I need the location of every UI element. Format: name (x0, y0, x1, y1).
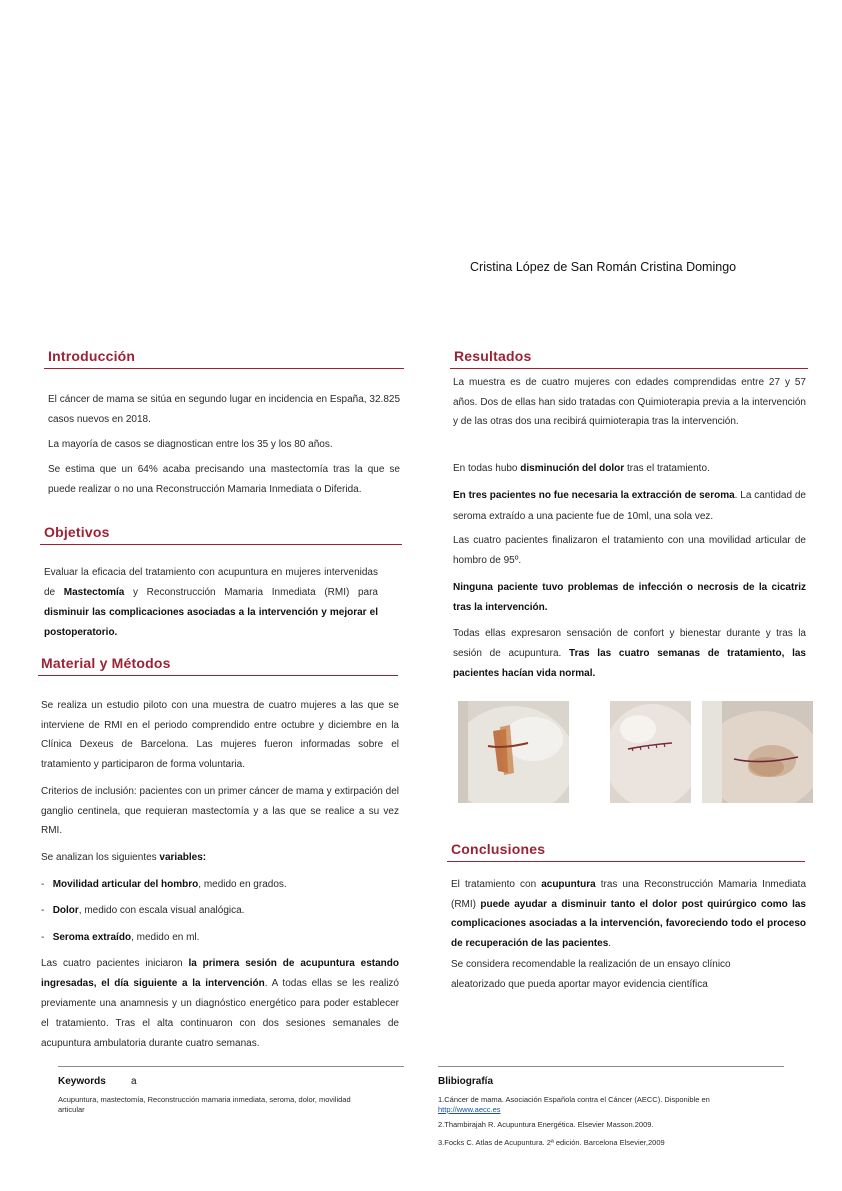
material-paragraph-3 (41, 848, 399, 868)
reference-text: 1.Cáncer de mama. Asociación Española contra el Cáncer (AECC). Disponible en (438, 1095, 710, 1104)
material-paragraph-4 (41, 954, 399, 1054)
resultados-paragraph-2 (453, 459, 806, 479)
resultados-text: En todas hubo (453, 463, 521, 474)
bullet-bold: Dolor (52, 905, 79, 916)
reference-1 (438, 1095, 783, 1115)
material-text: Se analizan los siguientes (41, 852, 160, 863)
list-item (41, 931, 199, 945)
authors-line: Cristina López de San Román Cristina Domingo (470, 260, 737, 274)
intro-paragraph-3: Se estima que un 64% acaba precisando una mastectomía tras la que se puede realizar o no una Reconstrucción Mamaria Inmediata o Diferida. (48, 464, 400, 495)
bullet-dash: - (41, 932, 45, 943)
resultados-bold: Tras las cuatro semanas de tratamiento, las pacientes hacían vida normal. (453, 648, 806, 679)
bullet-dash: - (41, 905, 45, 916)
keywords-marker: a (131, 1076, 137, 1087)
reference-2: 2.Thambirajah R. Acupuntura Energética. Elsevier Masson.2009. (438, 1120, 654, 1129)
objetivos-paragraph (44, 563, 378, 643)
section-title-material-metodos: Material y Métodos (41, 655, 171, 671)
bullet-text: , medido con escala visual analógica. (78, 905, 245, 916)
bullet-text: , medido en ml. (131, 932, 200, 943)
objetivos-text: Evaluar la eficacia del tratamiento con acupuntura en mujeres intervenidas de (44, 567, 378, 598)
scar-photo-3 (702, 701, 813, 803)
section-title-introduccion: Introducción (48, 348, 136, 364)
objetivos-bold: Mastectomía (63, 587, 125, 598)
section-title-objetivos: Objetivos (44, 524, 110, 540)
section-divider (38, 675, 398, 676)
resultados-text: tras el tratamiento. (624, 463, 710, 474)
section-divider (447, 861, 805, 862)
footer-divider (58, 1066, 404, 1067)
resultados-paragraph-1: La muestra es de cuatro mujeres con edades comprendidas entre 27 y 57 años. Dos de ellas han sido tratadas con Quimioterapia previa a la intervención y de las otras dos una recibirá quimioterapia tras la intervención. (453, 377, 806, 427)
bullet-bold: Seroma extraído (52, 932, 132, 943)
scar-photo-2 (610, 701, 691, 803)
conclusiones-paragraph-1 (451, 875, 806, 953)
intro-paragraph-1: El cáncer de mama se sitúa en segundo lugar en incidencia en España, 32.825 casos nuevos en 2018. (48, 394, 400, 425)
section-title-resultados: Resultados (454, 348, 532, 364)
conclusiones-text: . (608, 937, 612, 949)
resultados-text: Todas ellas expresaron sensación de confort y bienestar durante y tras la sesión de acupuntura. (453, 628, 806, 659)
objetivos-bold: disminuir las complicaciones asociadas a la intervención y mejorar el postoperatorio. (44, 607, 378, 638)
material-text: . A todas ellas se les realizó previamente una anamnesis y un diagnóstico energético para poder establecer el tratamiento. Tras el alta continuaron con dos sesiones semanales de acupuntura ambulatoria durante cuatro semanas. (41, 978, 399, 1049)
resultados-paragraph-5 (453, 578, 806, 617)
reference-link[interactable]: http://www.aecc.es (438, 1105, 501, 1114)
resultados-bold: Ninguna paciente tuvo problemas de infección o necrosis de la cicatriz tras la intervención. (453, 582, 806, 613)
resultados-paragraph-4: Las cuatro pacientes finalizaron el tratamiento con una movilidad articular de hombro de 95º. (453, 535, 806, 566)
intro-paragraph-2: La mayoría de casos se diagnostican entre los 35 y los 80 años. (48, 439, 333, 450)
keywords-label: Keywords (58, 1076, 106, 1087)
conclusiones-text: tras una Reconstrucción Mamaria Inmediata (RMI) (451, 879, 807, 910)
material-bold: la primera sesión de acupuntura estando ingresadas, el día siguiente a la intervención (41, 958, 399, 989)
footer-divider (438, 1066, 784, 1067)
conclusiones-text: El tratamiento con (451, 879, 542, 890)
conclusiones-bold: puede ayudar a disminuir tanto el dolor post quirúrgico como las complicaciones asociadas a la intervención, favoreciendo todo el proceso de recuperación de las pacientes (451, 898, 806, 949)
bullet-text: , medido en grados. (198, 879, 287, 890)
reference-3: 3.Focks C. Atlas de Acupuntura. 2ª edición. Barcelona Elsevier,2009 (438, 1138, 665, 1147)
material-text: Las cuatro pacientes iniciaron (41, 958, 189, 969)
scar-photo-1 (458, 701, 569, 803)
section-divider (44, 368, 404, 369)
section-divider (450, 368, 808, 369)
resultados-bold: disminución del dolor (520, 463, 625, 474)
conclusiones-paragraph-2: Se considera recomendable la realización de un ensayo clínico aleatorizado que pueda aportar mayor evidencia científica (451, 959, 731, 990)
section-divider (40, 544, 402, 545)
section-title-conclusiones: Conclusiones (451, 841, 546, 857)
material-paragraph-1: Se realiza un estudio piloto con una muestra de cuatro mujeres a las que se interviene de RMI en el periodo comprendido entre octubre y diciembre en la Clínica Dexeus de Barcelona. Las mujeres fueron informadas sobre el tratamiento y participaron de forma voluntaria. (41, 700, 399, 770)
resultados-bold: En tres pacientes no fue necesaria la extracción de seroma (453, 490, 735, 501)
keywords-text: Acupuntura, mastectomía, Reconstrucción mamaria inmediata, seroma, dolor, movilidad articular (58, 1095, 351, 1114)
bullet-bold: Movilidad articular del hombro (52, 879, 199, 890)
bullet-dash: - (41, 879, 45, 890)
material-paragraph-2: Criterios de inclusión: pacientes con un primer cáncer de mama y extirpación del ganglio centinela, que requieran mastectomía y a las que se realice a su vez RMI. (41, 786, 399, 836)
resultados-paragraph-6 (453, 624, 806, 684)
objetivos-text: y Reconstrucción Mamaria Inmediata (RMI) para (124, 587, 378, 598)
resultados-text: . La cantidad de seroma extraído a una paciente fue de 10ml, una sola vez. (453, 490, 806, 522)
bibliografia-label: Blibiografía (438, 1076, 494, 1087)
conclusiones-bold: acupuntura (541, 879, 596, 890)
material-bold: variables: (159, 852, 207, 863)
list-item (41, 904, 244, 918)
list-item (41, 878, 287, 892)
resultados-paragraph-3 (453, 485, 806, 527)
